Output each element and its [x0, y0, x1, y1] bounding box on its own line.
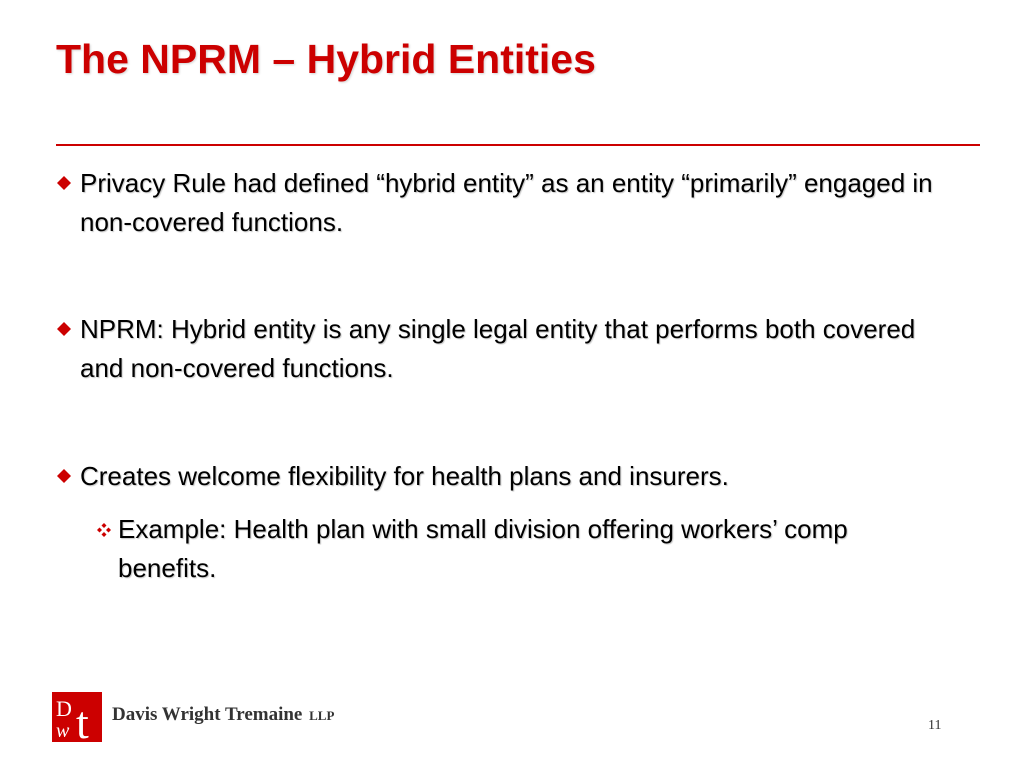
- firm-name: [112, 704, 334, 726]
- logo-letter-w: w: [56, 720, 70, 742]
- bullet-item-3: [56, 457, 956, 496]
- bullet-text-3: Creates welcome flexibility for health plans and insurers.: [80, 461, 729, 491]
- red-diamond-bullet-icon: [56, 175, 72, 191]
- bullet-item-1: [56, 164, 956, 242]
- bullet-text-1: Privacy Rule had defined “hybrid entity” as an entity “primarily” engaged in non-covered functions.: [80, 168, 933, 237]
- firm-name-text: Davis Wright Tremaine: [112, 704, 303, 725]
- firm-suffix: LLP: [309, 708, 335, 723]
- red-four-diamond-bullet-icon: [96, 522, 112, 538]
- sub-bullet-item-1: [96, 510, 916, 588]
- title-divider: [56, 144, 980, 146]
- slide-title: The NPRM – Hybrid Entities: [56, 36, 596, 82]
- red-diamond-bullet-icon: [56, 468, 72, 484]
- logo-letter-t: t: [76, 697, 89, 742]
- dwt-logo: [52, 692, 102, 742]
- red-diamond-bullet-icon: [56, 321, 72, 337]
- sub-bullet-text-1: Example: Health plan with small division offering workers’ comp benefits.: [118, 514, 848, 583]
- bullet-item-2: [56, 310, 956, 388]
- page-number: 11: [928, 718, 942, 733]
- logo-letter-d: D: [56, 696, 72, 721]
- bullet-text-2: NPRM: Hybrid entity is any single legal entity that performs both covered and non-covered functions.: [80, 314, 916, 383]
